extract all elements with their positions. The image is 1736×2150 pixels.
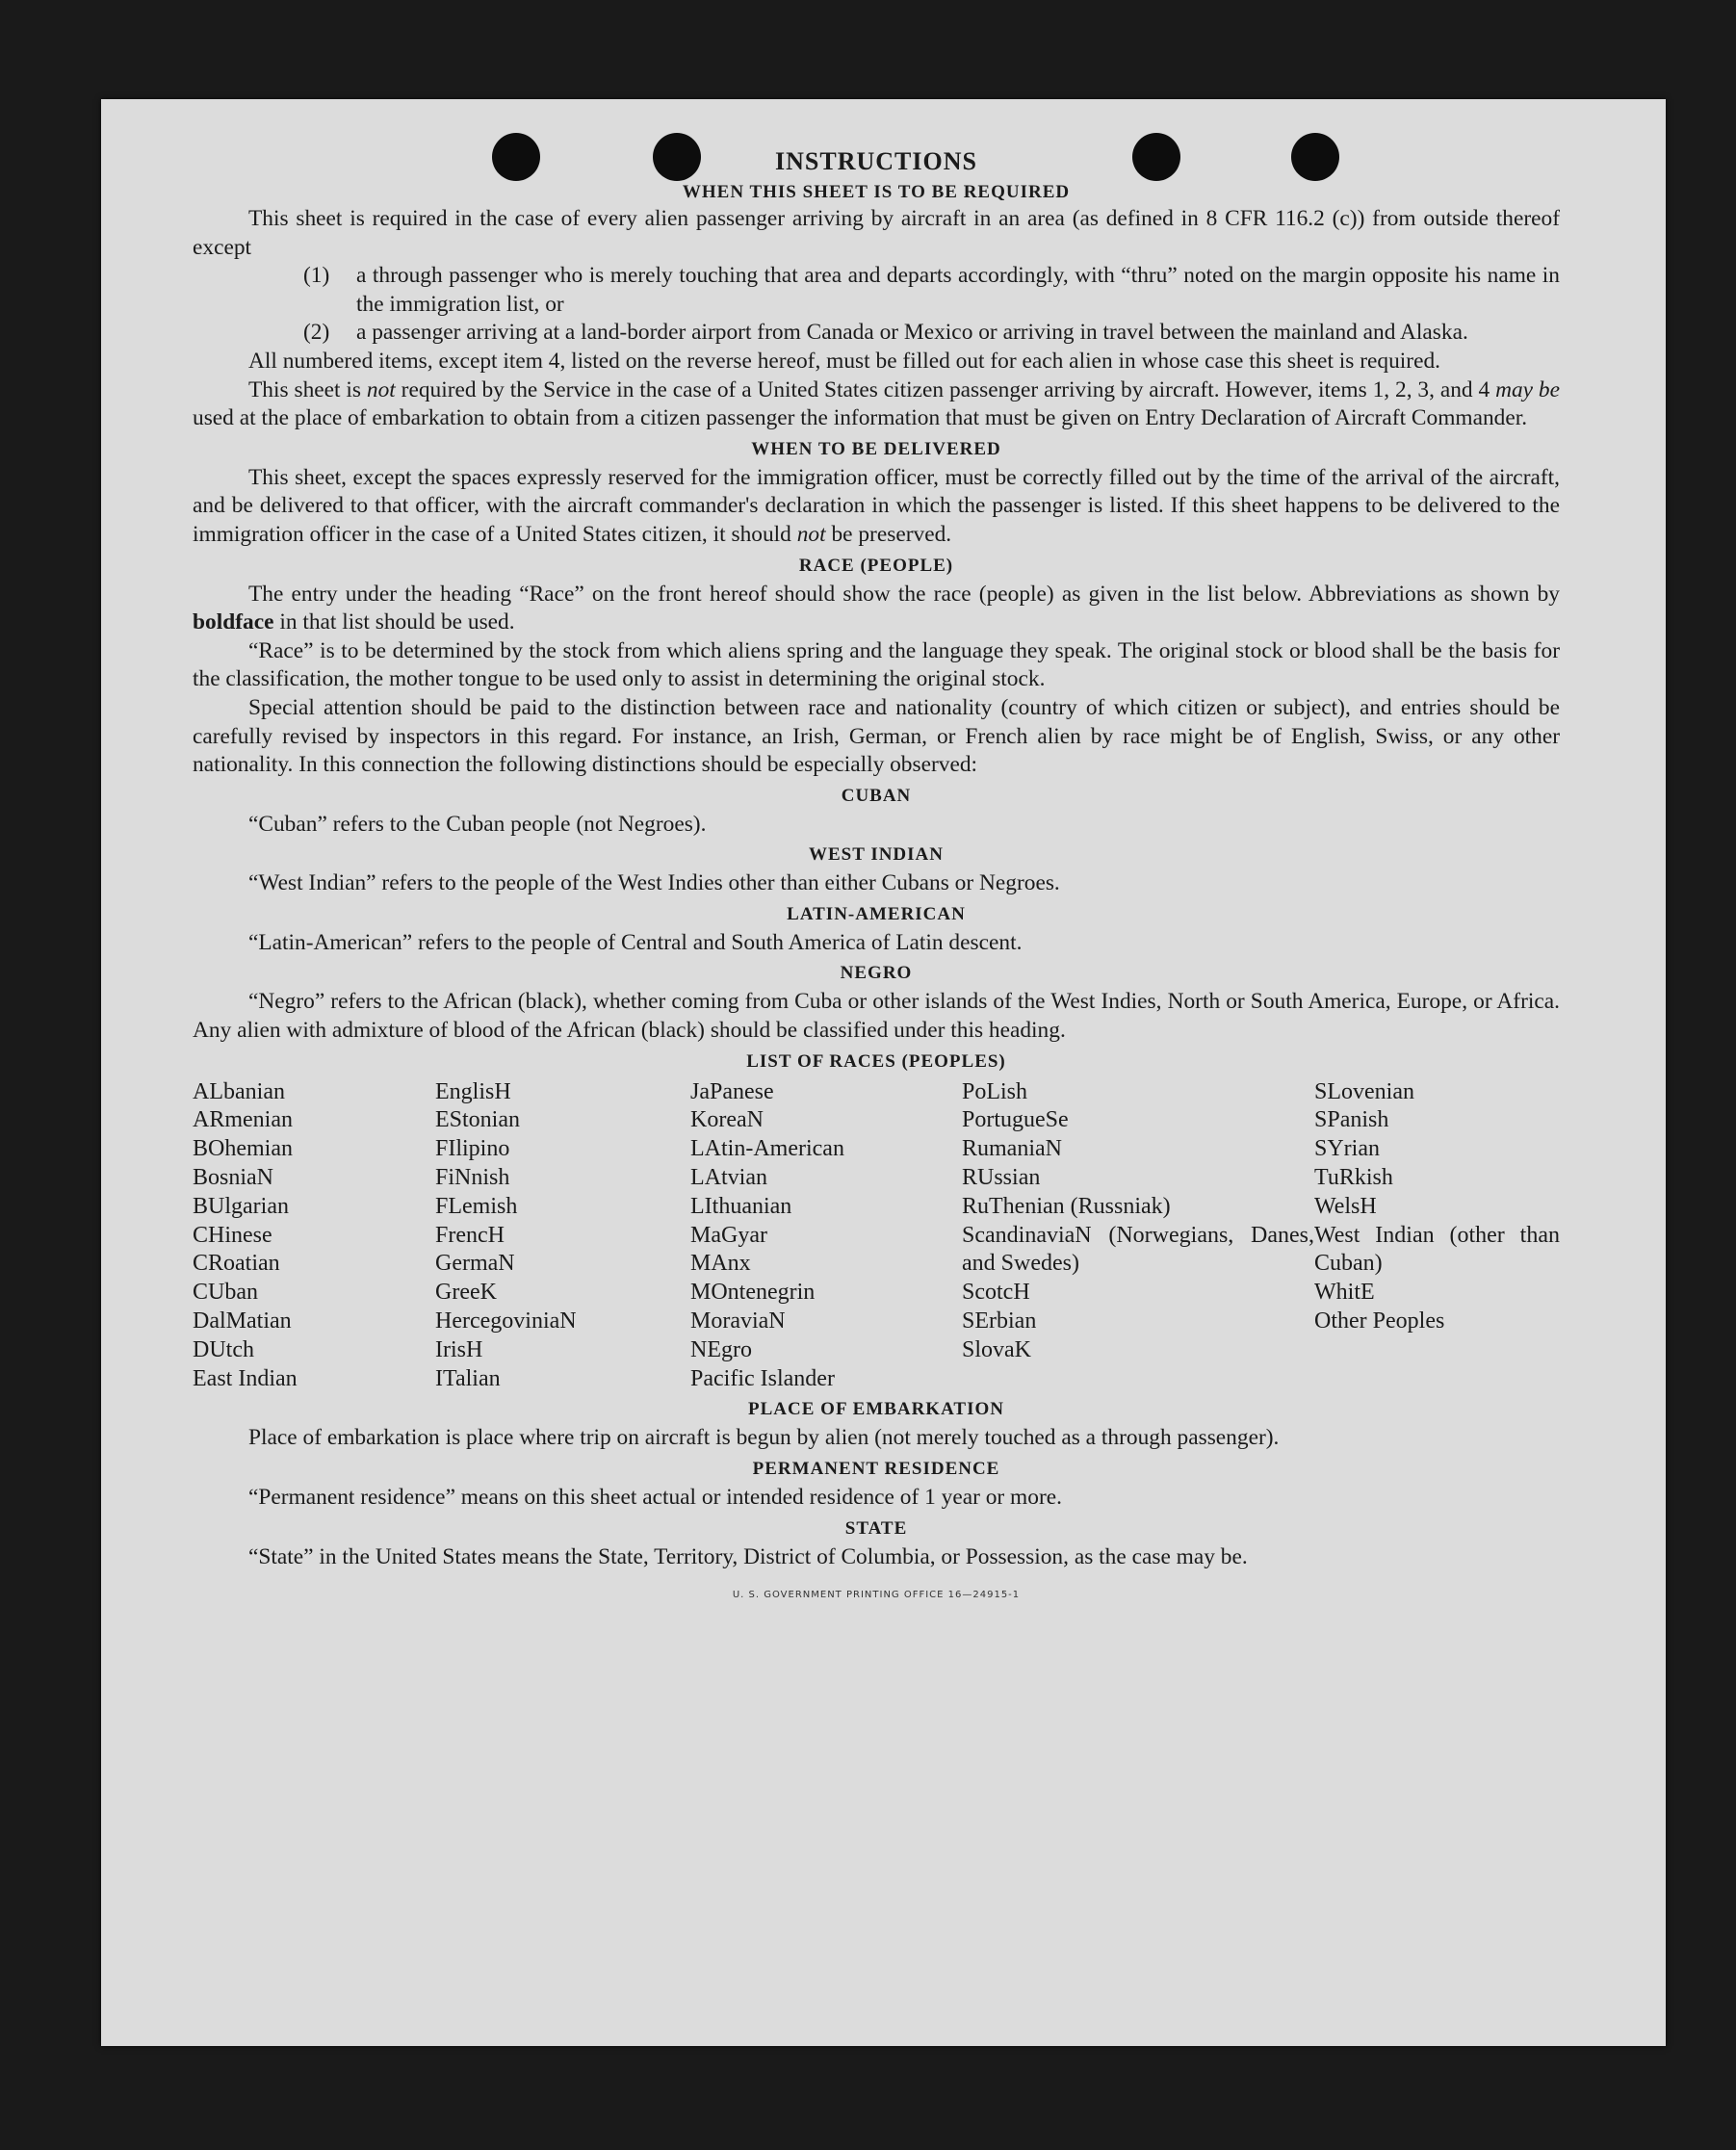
document-sheet [101,99,1666,2046]
race-entry: ARmenian [193,1107,293,1133]
race-entry: SYrian [1314,1136,1380,1162]
race-paragraph-3: Special attention should be paid to the distinction between race and nationality (country of which citizen or subject), and entries should be carefully revised by inspectors in this regard. For instance, an Irish, German, or French alien by race might be of English, Swiss, or any other nationality. In this connection the following distinctions should be especially observed: [193,694,1560,778]
races-column-5 [1314,1078,1560,1394]
embarkation-definition: Place of embarkation is place where trip on aircraft is begun by alien (not merely touched as a through passenger). [248,1425,1280,1451]
text-run: used at the place of embarkation to obtain from a citizen passenger the information that must be given on Entry Declaration of Aircraft Commander. [193,405,1528,431]
race-entry: IrisH [435,1336,483,1362]
section-heading-state: STATE [844,1517,908,1539]
race-entry: KoreaN [690,1107,764,1133]
races-column-3 [690,1078,962,1394]
race-entry: EStonian [435,1107,520,1133]
section-heading-race: RACE (PEOPLE) [798,555,954,576]
emphasis: not [796,521,826,547]
race-entry: CRoatian [193,1251,280,1277]
race-entry: SPanish [1314,1107,1389,1133]
race-entry: West Indian (other than Cuban) [1314,1222,1560,1277]
race-entry: GermaN [435,1251,515,1277]
section-heading-delivered: WHEN TO BE DELIVERED [751,438,1001,459]
race-entry: WelsH [1314,1193,1377,1219]
race-entry: LAtvian [690,1165,767,1191]
state-definition: “State” in the United States means the State, Territory, District of Columbia, or Possession, as the case may be. [248,1543,1248,1569]
race-entry: Other Peoples [1314,1308,1445,1334]
race-entry: NEgro [690,1336,752,1362]
race-entry: SlovaK [962,1336,1031,1362]
race-entry: ScandinaviaN (Norwegians, Danes, and Swedes) [962,1222,1314,1277]
text-run: in that list should be used. [273,609,515,635]
race-entry: ITalian [435,1365,501,1391]
page-title: INSTRUCTIONS [775,147,977,175]
item-number: (2) [303,320,330,346]
race-entry: SLovenian [1314,1078,1414,1104]
race-entry: RuThenian (Russniak) [962,1193,1171,1219]
exception-item-1 [193,262,1560,319]
section-heading-embarkation: PLACE OF EMBARKATION [748,1399,1004,1420]
race-entry: FIlipino [435,1136,510,1162]
text-run: This sheet, except the spaces expressly reserved for the immigration officer, must be correctly filled out by the time of the arrival of the aircraft, and be delivered to that officer, with the aircraft commander's declaration in which the passenger is listed. If this sheet happens to be delivered to the immigration officer in the case of a United States citizen, it should [193,464,1560,547]
race-entry: RUssian [962,1165,1041,1191]
race-entry: PortugueSe [962,1107,1069,1133]
instructions-content [193,145,1560,1610]
race-entry: DUtch [193,1336,254,1362]
race-entry: FLemish [435,1193,518,1219]
section-heading-cuban: CUBAN [841,785,912,806]
emphasis: not [366,376,396,402]
race-entry: GreeK [435,1280,497,1306]
exception-item-2 [193,319,1560,348]
race-entry: East Indian [193,1365,298,1391]
race-entry: JaPanese [690,1078,774,1104]
race-entry: DalMatian [193,1308,292,1334]
race-entry: RumaniaN [962,1136,1062,1162]
text-run: required by the Service in the case of a United States citizen passenger arriving by aircraft. However, items 1, 2, 3, and 4 [395,376,1496,402]
races-list [193,1078,1560,1394]
race-entry: LIthuanian [690,1193,792,1219]
text-run: This sheet is [248,376,367,402]
race-entry: TuRkish [1314,1165,1393,1191]
race-entry: Pacific Islander [690,1365,835,1391]
emphasis: may be [1495,376,1561,402]
required-paragraph-2: All numbered items, except item 4, listed on the reverse hereof, must be filled out for each alien in whose case this sheet is required. [248,348,1441,374]
negro-definition: “Negro” refers to the African (black), whether coming from Cuba or other islands of the West Indies, North or South America, Europe, or Africa. Any alien with admixture of blood of the African (black) should be classified under this heading. [193,989,1560,1044]
race-entry: CHinese [193,1222,272,1248]
races-column-4 [962,1078,1314,1394]
race-entry: SErbian [962,1308,1037,1334]
race-entry: BUlgarian [193,1193,289,1219]
section-heading-latin-american: LATIN-AMERICAN [787,903,966,924]
race-entry: ALbanian [193,1078,285,1104]
race-entry: MAnx [690,1251,751,1277]
section-heading-residence: PERMANENT RESIDENCE [752,1459,1000,1480]
required-paragraph-1: This sheet is required in the case of every alien passenger arriving by aircraft in an area (as defined in 8 CFR 116.2 (c)) from outside thereof except [193,206,1560,260]
printer-imprint: U. S. GOVERNMENT PRINTING OFFICE 16—24915-1 [732,1590,1021,1601]
latin-american-definition: “Latin-American” refers to the people of Central and South America of Latin descent. [248,929,1023,955]
race-entry: CUban [193,1280,258,1306]
item-text: a through passenger who is merely touching that area and departs accordingly, with “thru” noted on the margin opposite his name in the immigration list, or [356,263,1560,317]
section-heading-required: WHEN THIS SHEET IS TO BE REQUIRED [682,182,1071,202]
west-indian-definition: “West Indian” refers to the people of the West Indies other than either Cubans or Negroes. [248,870,1060,896]
race-entry: LAtin-American [690,1136,844,1162]
item-text: a passenger arriving at a land-border airport from Canada or Mexico or arriving in travel between the mainland and Alaska. [356,320,1468,346]
race-entry: ScotcH [962,1280,1030,1306]
race-entry: MOntenegrin [690,1280,816,1306]
race-paragraph-2: “Race” is to be determined by the stock from which aliens spring and the language they speak. The original stock or blood shall be the basis for the classification, the mother tongue to be used only to assist in determining the original stock. [193,637,1560,692]
races-column-2 [435,1078,690,1394]
race-entry: BosniaN [193,1165,273,1191]
section-heading-negro: NEGRO [840,963,913,984]
delivered-paragraph [193,464,1560,550]
residence-definition: “Permanent residence” means on this sheet actual or intended residence of 1 year or more. [248,1485,1062,1511]
race-entry: EnglisH [435,1078,511,1104]
section-heading-west-indian: WEST INDIAN [809,844,944,866]
text-run: The entry under the heading “Race” on the front hereof should show the race (people) as given in the list below. Abbreviations as shown by [248,581,1560,607]
race-entry: WhitE [1314,1280,1375,1306]
race-entry: HercegoviniaN [435,1308,577,1334]
bold-word: boldface [193,609,274,635]
race-entry: MaGyar [690,1222,767,1248]
section-heading-races-list: LIST OF RACES (PEOPLES) [746,1050,1006,1072]
races-column-1 [193,1078,435,1394]
race-entry: PoLish [962,1078,1028,1104]
race-entry: FiNnish [435,1165,510,1191]
race-paragraph-1 [193,581,1560,637]
race-entry: FrencH [435,1222,505,1248]
race-entry: BOhemian [193,1136,293,1162]
race-entry: MoraviaN [690,1308,786,1334]
text-run: be preserved. [825,521,952,547]
cuban-definition: “Cuban” refers to the Cuban people (not Negroes). [248,811,707,837]
item-number: (1) [303,263,330,289]
required-paragraph-3 [193,376,1560,433]
